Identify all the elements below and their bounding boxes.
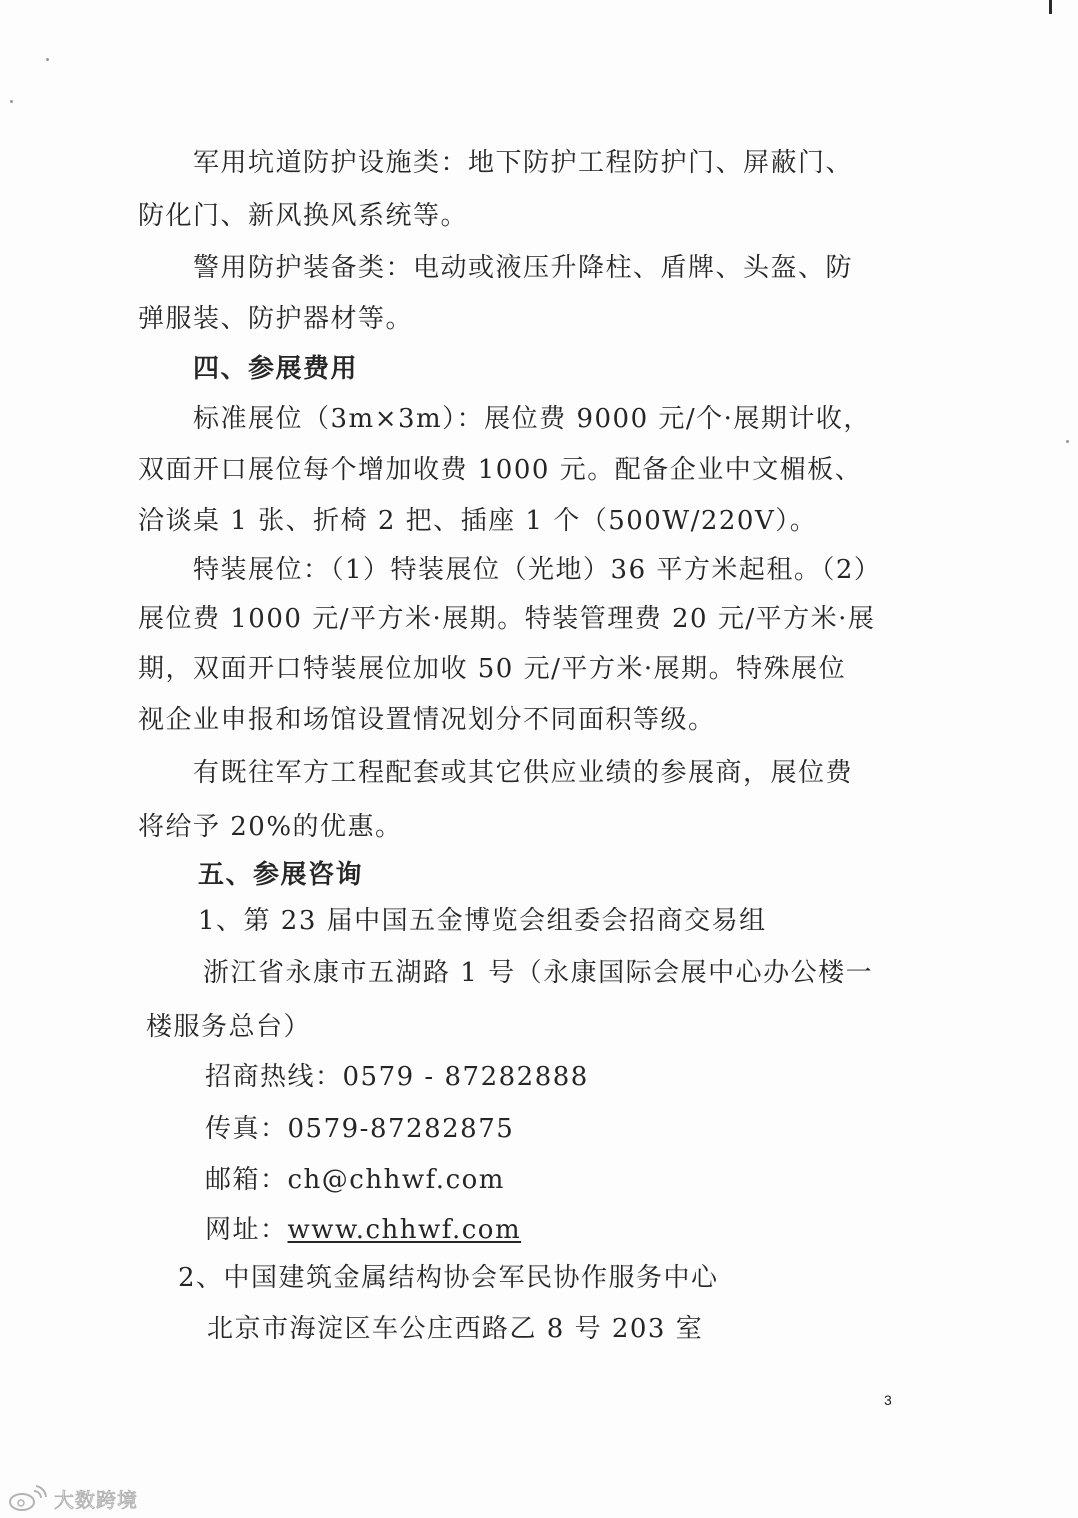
section-heading-fees: 四、参展费用: [193, 354, 359, 384]
body-line: 视企业申报和场馆设置情况划分不同面积等级。: [138, 705, 716, 735]
section-heading-consult: 五、参展咨询: [198, 860, 364, 890]
scan-speck: [10, 100, 13, 103]
contact-fax: 传真：0579-87282875: [205, 1114, 515, 1144]
page-number: 3: [884, 1392, 892, 1408]
body-line: 期，双面开口特装展位加收 50 元/平方米·展期。特殊展位: [138, 654, 847, 684]
body-line: 展位费 1000 元/平方米·展期。特装管理费 20 元/平方米·展: [138, 604, 876, 634]
body-line: 弹服装、防护器材等。: [138, 304, 414, 334]
weibo-logo-icon: [8, 1485, 48, 1513]
body-line: 标准展位（3m×3m）：展位费 9000 元/个·展期计收，: [193, 404, 871, 434]
body-line: 防化门、新风换风系统等。: [138, 201, 469, 231]
scan-edge-mark: [1049, 0, 1052, 14]
body-line: 北京市海淀区车公庄西路乙 8 号 203 室: [207, 1314, 704, 1344]
body-line: 特装展位：（1）特装展位（光地）36 平方米起租。（2）: [193, 555, 882, 585]
body-line: 将给予 20%的优惠。: [138, 812, 403, 842]
website-label: 网址：: [205, 1215, 288, 1245]
body-line: 浙江省永康市五湖路 1 号（永康国际会展中心办公楼一: [203, 958, 874, 988]
body-line: 2、中国建筑金属结构协会军民协作服务中心: [178, 1263, 719, 1293]
scan-speck: [1066, 440, 1069, 443]
body-line: 有既往军方工程配套或其它供应业绩的参展商，展位费: [193, 758, 854, 788]
website-link[interactable]: www.chhwf.com: [287, 1215, 522, 1245]
body-line: 洽谈桌 1 张、折椅 2 把、插座 1 个（500W/220V）。: [138, 506, 818, 536]
body-line: 双面开口展位每个增加收费 1000 元。配备企业中文楣板、: [138, 455, 863, 485]
contact-website: [205, 1217, 521, 1243]
body-line: 楼服务总台）: [146, 1012, 312, 1042]
scan-speck: [46, 58, 49, 61]
watermark-text: 大数跨境: [54, 1488, 138, 1512]
body-line: 军用坑道防护设施类：地下防护工程防护门、屏蔽门、: [193, 148, 854, 178]
watermark: [8, 1484, 138, 1513]
body-line: 1、第 23 届中国五金博览会组委会招商交易组: [198, 906, 767, 936]
body-line: 警用防护装备类：电动或液压升降柱、盾牌、头盔、防: [193, 253, 854, 283]
contact-hotline: 招商热线：0579 - 87282888: [205, 1062, 589, 1092]
contact-email: 邮箱：ch@chhwf.com: [205, 1165, 505, 1195]
